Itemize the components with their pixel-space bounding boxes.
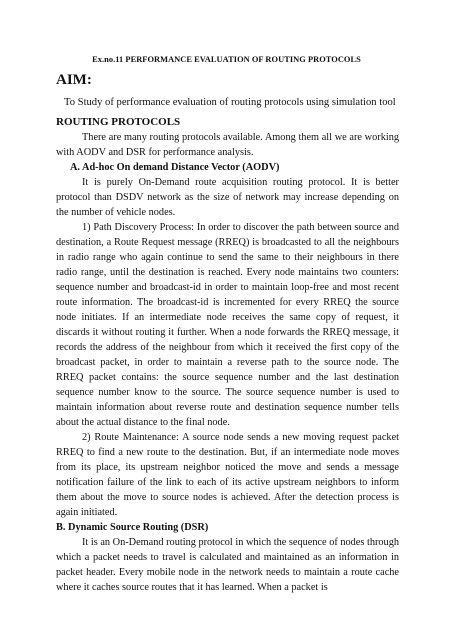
exercise-title: Ex.no.11 PERFORMANCE EVALUATION OF ROUTING PROTOCOLS xyxy=(92,55,361,64)
intro-paragraph: There are many routing protocols available. Among them all we are working with AODV and DSR for performance analysis. xyxy=(56,132,399,158)
aim-text: To Study of performance evaluation of routing protocols using simulation tool xyxy=(64,97,396,108)
dsr-paragraph: It is an On-Demand routing protocol in which the sequence of nodes through which a packet needs to travel is calculated and maintained as an information in packet header. Every mobile node in the network needs to maintain a route cache where it caches source routes that it has learned. When a packet is xyxy=(56,537,399,593)
path-discovery-paragraph: 1) Path Discovery Process: In order to discover the path between source and destination, a Route Request message (RREQ) is broadcasted to all the neighbours in radio range who again continue to send the same to their neighbours in there radio range, until the destination is reached. Every node maintains two counters: sequence number and broadcast-id in order to maintain loop-free and most recent route information. The broadcast-id is incremented for every RREQ the source node initiates. If an intermediate node receives the same copy of request, it discards it without routing it further. When a node forwards the RREQ message, it records the address of the neighbour from which it received the first copy of the broadcast packet, in order to maintain a reverse path to the source node. The RREQ packet contains: the source sequence number and the last destination sequence number know to the source. The source sequence number is used to maintain information about reverse route and destination sequence number tells about the actual distance to the final node. xyxy=(56,222,399,428)
routing-protocols-heading: ROUTING PROTOCOLS xyxy=(56,116,181,128)
body-text xyxy=(56,130,399,595)
aodv-intro-paragraph: It is purely On-Demand route acquisition routing protocol. It is better protocol than DSDV network as the size of network may increase depending on the number of vehicle nodes. xyxy=(56,177,399,218)
aim-heading: AIM: xyxy=(56,72,92,88)
aodv-heading: A. Ad-hoc On demand Distance Vector (AODV) xyxy=(70,162,280,173)
route-maintenance-paragraph: 2) Route Maintenance: A source node sends a new moving request packet RREQ to find a new route to the destination. But, if an intermediate node moves from its place, its upstream neighbor noticed the move and sends a message notification failure of the link to each of its active upstream neighbors to inform them about the move to source nodes is achieved. After the detection process is again initiated. xyxy=(56,432,399,518)
dsr-heading: B. Dynamic Source Routing (DSR) xyxy=(56,522,209,533)
